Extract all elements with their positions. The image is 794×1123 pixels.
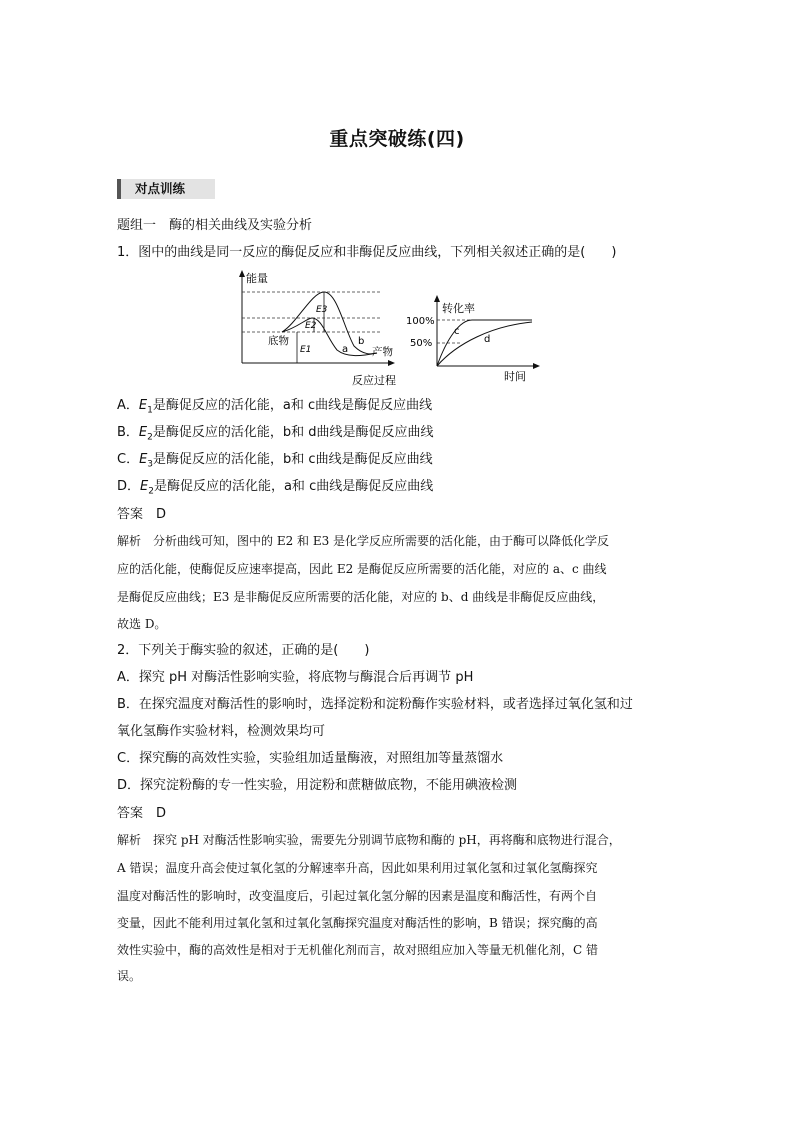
question-2-stem: 2．下列关于酶实验的叙述，正确的是( ) (117, 643, 370, 658)
question-2-analysis-line-5: 效性实验中，酶的高效性是相对于无机催化剂而言，故对照组应加入等量无机催化剂，C 错 (117, 943, 598, 957)
question-2-answer: 答案 D (117, 806, 167, 821)
x-axis-label: 反应过程 (352, 374, 396, 387)
e1-label: E1 (300, 345, 312, 355)
conversion-axis-label: 转化率 (442, 302, 475, 315)
question-1-option-d: D．$E_2$是酶促反应的活化能，a和 c曲线是酶促反应曲线 (117, 479, 434, 497)
question-2-option-a: A．探究 pH 对酶活性影响实验，将底物与酶混合后再调节 pH (117, 670, 474, 685)
question-2-analysis-line-1: 解析 探究 pH 对酶活性影响实验，需要先分别调节底物和酶的 pH，再将酶和底物进行混合， (117, 833, 621, 847)
question-2-analysis-line-6: 误。 (117, 969, 142, 983)
question-1-analysis-line-2: 应的活化能，使酶促反应速率提高，因此 E2 是酶促反应所需要的活化能，对应的 a、c 曲线 (117, 562, 607, 576)
conversion-diagram (406, 295, 540, 383)
question-2-analysis-line-2: A 错误；温度升高会使过氧化氢的分解速率升高，因此如果利用过氧化氢和过氧化氢酶探究 (117, 861, 598, 875)
question-1-analysis-line-1: 解析 分析曲线可知，图中的 E2 和 E3 是化学反应所需要的活化能，由于酶可以降低化学反 (117, 534, 610, 548)
curve-c-label: c (454, 326, 460, 337)
section-label: 对点训练 (135, 181, 186, 196)
question-1-stem: 1．图中的曲线是同一反应的酶促反应和非酶促反应曲线，下列相关叙述正确的是( ) (117, 245, 617, 260)
question-2-analysis-line-4: 变量，因此不能利用过氧化氢和过氧化氢酶探究温度对酶活性的影响，B 错误；探究酶的高 (117, 916, 598, 930)
energy-axis-label: 能量 (246, 272, 268, 285)
question-1-analysis-line-3: 是酶促反应曲线；E3 是非酶促反应所需要的活化能，对应的 b、d 曲线是非酶促反应曲线， (117, 590, 605, 604)
y-50-label: 50% (410, 338, 433, 349)
curve-a-label: a (342, 344, 349, 355)
group-heading: 题组一 酶的相关曲线及实验分析 (117, 218, 313, 233)
curve-d-label: d (484, 334, 491, 345)
substrate-label: 底物 (268, 335, 289, 347)
page-title: 重点突破练(四) (329, 128, 465, 150)
question-1-option-b: B．$E_2$是酶促反应的活化能，b和 d曲线是酶促反应曲线 (117, 425, 434, 443)
question-2-option-c: C．探究酶的高效性实验，实验组加适量酶液，对照组加等量蒸馏水 (117, 751, 504, 766)
y-100-label: 100% (406, 316, 435, 327)
question-2-analysis-line-3: 温度对酶活性的影响时，改变温度后，引起过氧化氢分解的因素是温度和酶活性，有两个自 (117, 889, 598, 903)
question-1-option-c: C．$E_3$是酶促反应的活化能，b和 c曲线是酶促反应曲线 (117, 452, 433, 470)
question-2-option-b: B．在探究温度对酶活性的影响时，选择淀粉和淀粉酶作实验材料，或者选择过氧化氢和过 (117, 697, 633, 712)
e2-label: E2 (305, 321, 317, 331)
question-1-answer: 答案 D (117, 507, 167, 522)
curve-b-label: b (358, 336, 365, 347)
question-1-analysis-line-4: 故选 D。 (117, 617, 167, 631)
time-axis-label: 时间 (504, 370, 526, 383)
question-2-option-d: D．探究淀粉酶的专一性实验，用淀粉和蔗糖做底物，不能用碘液检测 (117, 778, 518, 793)
e3-label: E3 (316, 305, 328, 315)
question-1-option-a: A．$E_1$是酶促反应的活化能，a和 c曲线是酶促反应曲线 (117, 398, 433, 416)
energy-diagram (239, 270, 396, 387)
section-header (117, 179, 215, 199)
product-label: 产物 (372, 346, 393, 358)
question-2-option-b-cont: 氧化氢酶作实验材料，检测效果均可 (117, 724, 326, 739)
question-1-figure (232, 268, 542, 388)
